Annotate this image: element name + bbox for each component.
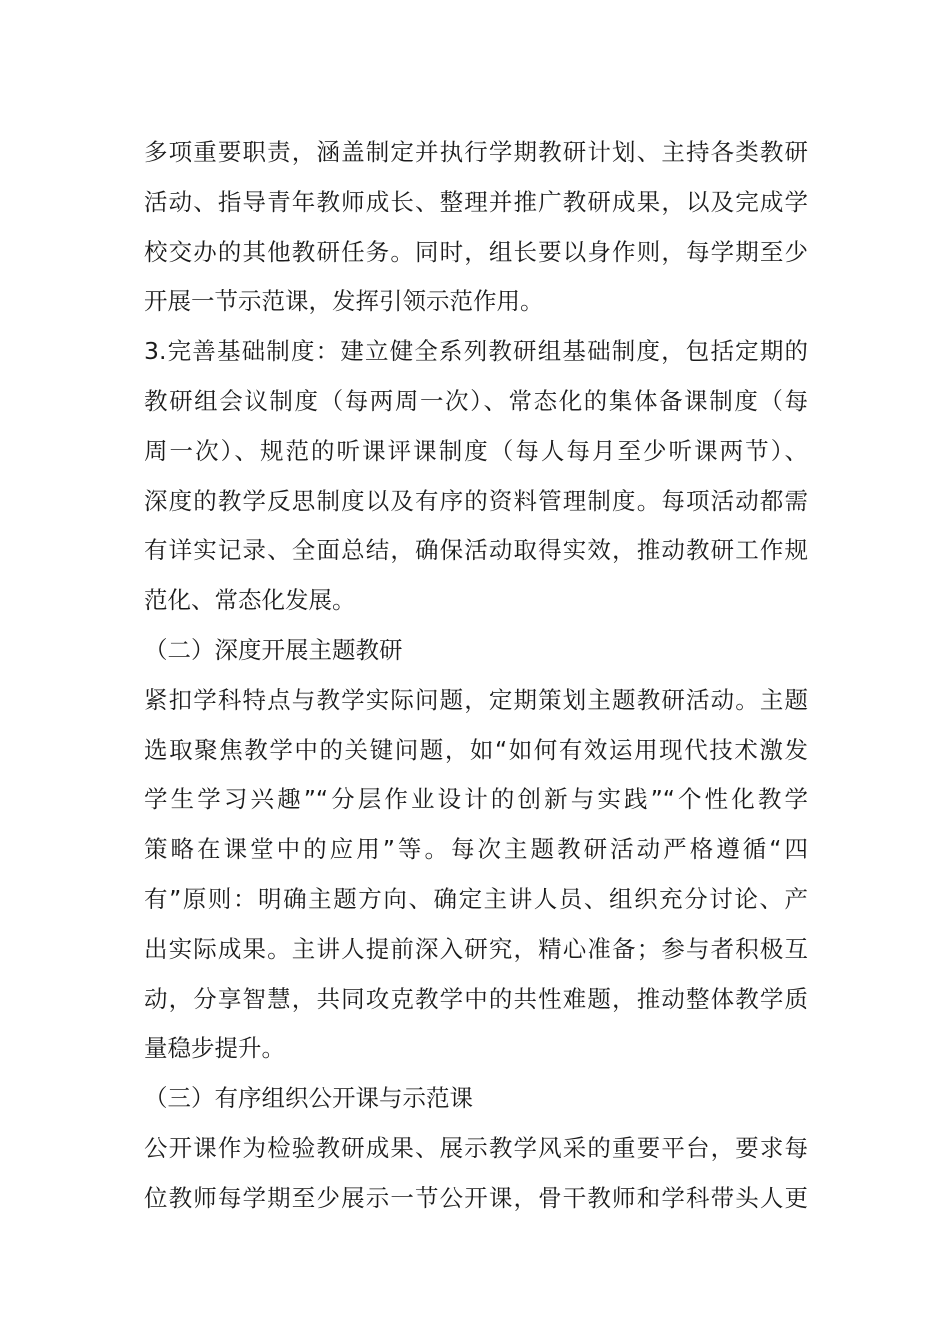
- section-heading: （三）有序组织公开课与示范课: [144, 1084, 473, 1113]
- body-line: 3.完善基础制度：建立健全系列教研组基础制度，包括定期的: [144, 337, 808, 366]
- body-line: 动，分享智慧，共同攻克教学中的共性难题，推动整体教学质: [144, 984, 808, 1013]
- body-line: 活动、指导青年教师成长、整理并推广教研成果，以及完成学: [144, 187, 808, 216]
- body-line: 校交办的其他教研任务。同时，组长要以身作则，每学期至少: [144, 237, 808, 266]
- body-line: 紧扣学科特点与教学实际问题，定期策划主题教研活动。主题: [144, 685, 808, 714]
- body-line: 开展一节示范课，发挥引领示范作用。: [144, 287, 544, 316]
- body-line: 教研组会议制度（每两周一次）、常态化的集体备课制度（每: [144, 386, 808, 415]
- body-line: 学生学习兴趣”“分层作业设计的创新与实践”“个性化教学: [144, 785, 808, 814]
- body-line: 深度的教学反思制度以及有序的资料管理制度。每项活动都需: [144, 486, 808, 515]
- body-line: 有详实记录、全面总结，确保活动取得实效，推动教研工作规: [144, 536, 808, 565]
- body-line: 出实际成果。主讲人提前深入研究，精心准备；参与者积极互: [144, 934, 808, 963]
- body-line: 公开课作为检验教研成果、展示教学风采的重要平台，要求每: [144, 1133, 808, 1162]
- body-line: 量稳步提升。: [144, 1034, 285, 1063]
- body-line: 范化、常态化发展。: [144, 586, 356, 615]
- body-line: 多项重要职责，涵盖制定并执行学期教研计划、主持各类教研: [144, 138, 808, 166]
- document-body: [144, 128, 808, 1224]
- body-line: 位教师每学期至少展示一节公开课，骨干教师和学科带头人更: [144, 1183, 808, 1212]
- section-heading: （二）深度开展主题教研: [144, 635, 403, 664]
- body-line: 有”原则：明确主题方向、确定主讲人员、组织充分讨论、产: [144, 884, 808, 913]
- body-line: 周一次）、规范的听课评课制度（每人每月至少听课两节）、: [144, 436, 808, 465]
- body-line: 策略在课堂中的应用”等。每次主题教研活动严格遵循“四: [144, 835, 808, 864]
- body-line: 选取聚焦教学中的关键问题，如“如何有效运用现代技术激发: [144, 735, 808, 764]
